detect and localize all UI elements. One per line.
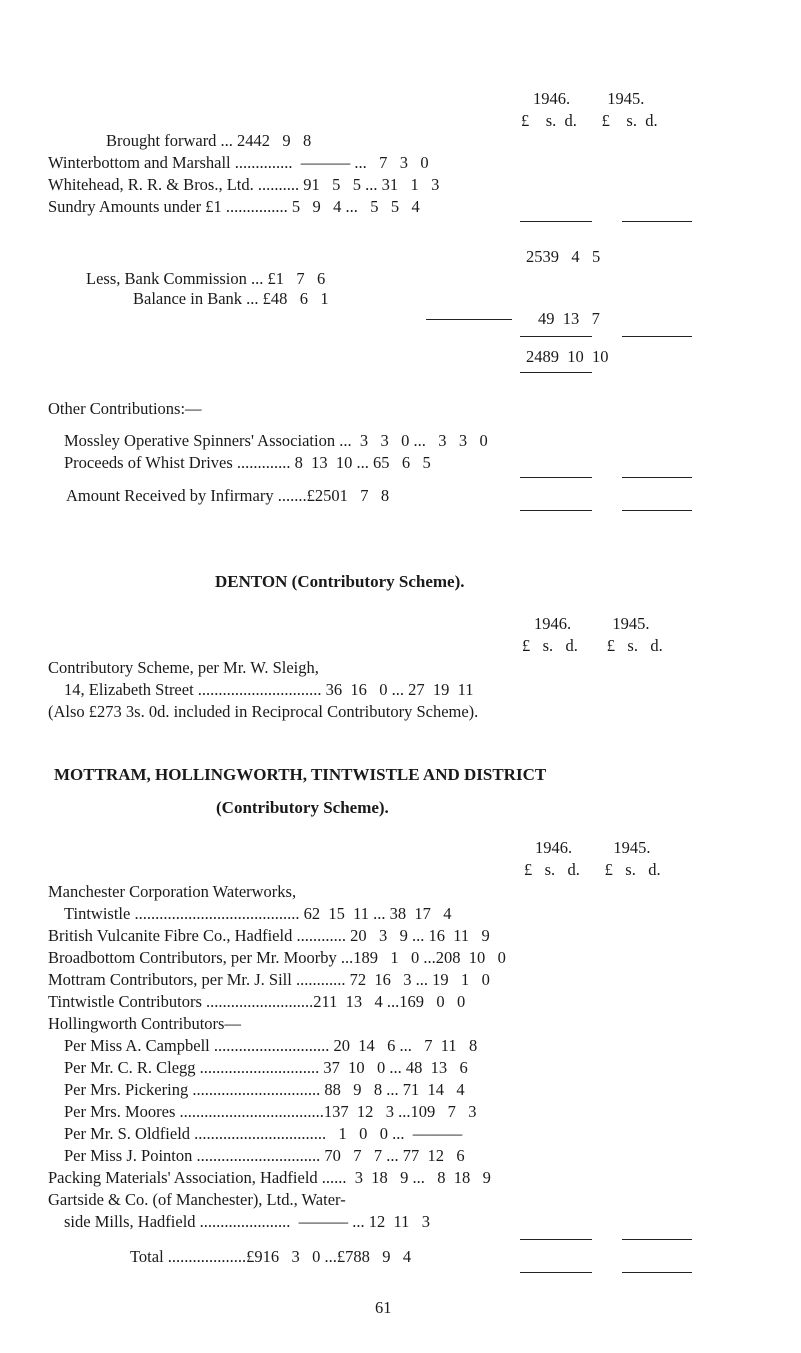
section-label: Other Contributions:— [48, 399, 202, 418]
ledger-row: side Mills, Hadfield ...................... ——— ... 12 11 3 [64, 1212, 431, 1231]
rule [520, 1239, 592, 1240]
ledger-row: Mossley Operative Spinners' Association ... 3 3 0 ... 3 3 0 [64, 431, 488, 450]
deduction-row: Less, Bank Commission ... £1 7 6 [86, 269, 326, 288]
ledger-row: Gartside & Co. (of Manchester), Ltd., Water- [48, 1190, 346, 1209]
ledger-row: Per Mrs. Pickering ............................... 88 9 8 ... 71 14 4 [64, 1080, 465, 1099]
ledger-row: Per Miss J. Pointon .............................. 70 7 7 ... 77 12 6 [64, 1146, 465, 1165]
ledger-row: British Vulcanite Fibre Co., Hadfield ............ 20 3 9 ... 16 11 9 [48, 926, 490, 945]
section-subheading: (Contributory Scheme). [216, 798, 389, 817]
ledger-row: Sundry Amounts under £1 ............... 5 9 4 ... 5 5 4 [48, 197, 420, 216]
net-total-row: 2489 10 10 [526, 347, 609, 366]
currency-header: £ s. d. £ s. d. [521, 111, 658, 130]
ledger-row: 14, Elizabeth Street .............................. 36 16 0 ... 27 19 11 [64, 680, 474, 699]
ledger-row: Packing Materials' Association, Hadfield ...... 3 18 9 ... 8 18 9 [48, 1168, 491, 1187]
amount-received-row: Amount Received by Infirmary .......£2501 7 8 [66, 486, 390, 505]
rule [520, 372, 592, 373]
total-row: Total ...................£916 3 0 ...£788 9 4 [130, 1247, 412, 1266]
page-number: 61 [375, 1298, 392, 1317]
year-header: 1946. 1945. [535, 838, 651, 857]
year-header: 1946. 1945. [534, 614, 650, 633]
ledger-row: Manchester Corporation Waterworks, [48, 882, 297, 901]
rule [520, 336, 592, 337]
rule [426, 319, 512, 320]
ledger-row: Per Mr. S. Oldfield ................................ 1 0 0 ... ——— [64, 1124, 463, 1143]
deduction-row: Balance in Bank ... £48 6 1 [133, 289, 329, 308]
ledger-row: Whitehead, R. R. & Bros., Ltd. .......... 91 5 5 ... 31 1 3 [48, 175, 440, 194]
rule [622, 336, 692, 337]
rule [520, 510, 592, 511]
rule [622, 221, 692, 222]
rule [622, 477, 692, 478]
section-heading-denton: DENTON (Contributory Scheme). [215, 572, 465, 591]
ledger-row: Per Mr. C. R. Clegg ............................. 37 10 0 ... 48 13 6 [64, 1058, 468, 1077]
ledger-row: Per Mrs. Moores ...................................137 12 3 ...109 7 3 [64, 1102, 477, 1121]
subtotal-row: 2539 4 5 [526, 247, 601, 266]
ledger-row: Contributory Scheme, per Mr. W. Sleigh, [48, 658, 319, 677]
ledger-row: Per Miss A. Campbell ............................ 20 14 6 ... 7 11 8 [64, 1036, 478, 1055]
rule [520, 221, 592, 222]
deduction-total: 49 13 7 [538, 309, 600, 328]
rule [622, 1272, 692, 1273]
note-line: (Also £273 3s. 0d. included in Reciprocal Contributory Scheme). [48, 702, 479, 721]
brought-forward-row: Brought forward ... 2442 9 8 [106, 131, 312, 150]
ledger-row: Tintwistle ........................................ 62 15 11 ... 38 17 4 [64, 904, 452, 923]
rule [520, 1272, 592, 1273]
rule [622, 510, 692, 511]
section-heading-mottram: MOTTRAM, HOLLINGWORTH, TINTWISTLE AND DISTRICT [54, 765, 547, 784]
ledger-row: Proceeds of Whist Drives ............. 8 13 10 ... 65 6 5 [64, 453, 431, 472]
ledger-row: Mottram Contributors, per Mr. J. Sill ............ 72 16 3 ... 19 1 0 [48, 970, 490, 989]
ledger-row: Tintwistle Contributors ..........................211 13 4 ...169 0 0 [48, 992, 466, 1011]
rule [520, 477, 592, 478]
ledger-row: Winterbottom and Marshall .............. ——— ... 7 3 0 [48, 153, 429, 172]
currency-header: £ s. d. £ s. d. [522, 636, 663, 655]
year-header: 1946. 1945. [533, 89, 645, 108]
ledger-row: Hollingworth Contributors— [48, 1014, 241, 1033]
currency-header: £ s. d. £ s. d. [524, 860, 661, 879]
ledger-row: Broadbottom Contributors, per Mr. Moorby ...189 1 0 ...208 10 0 [48, 948, 506, 967]
rule [622, 1239, 692, 1240]
